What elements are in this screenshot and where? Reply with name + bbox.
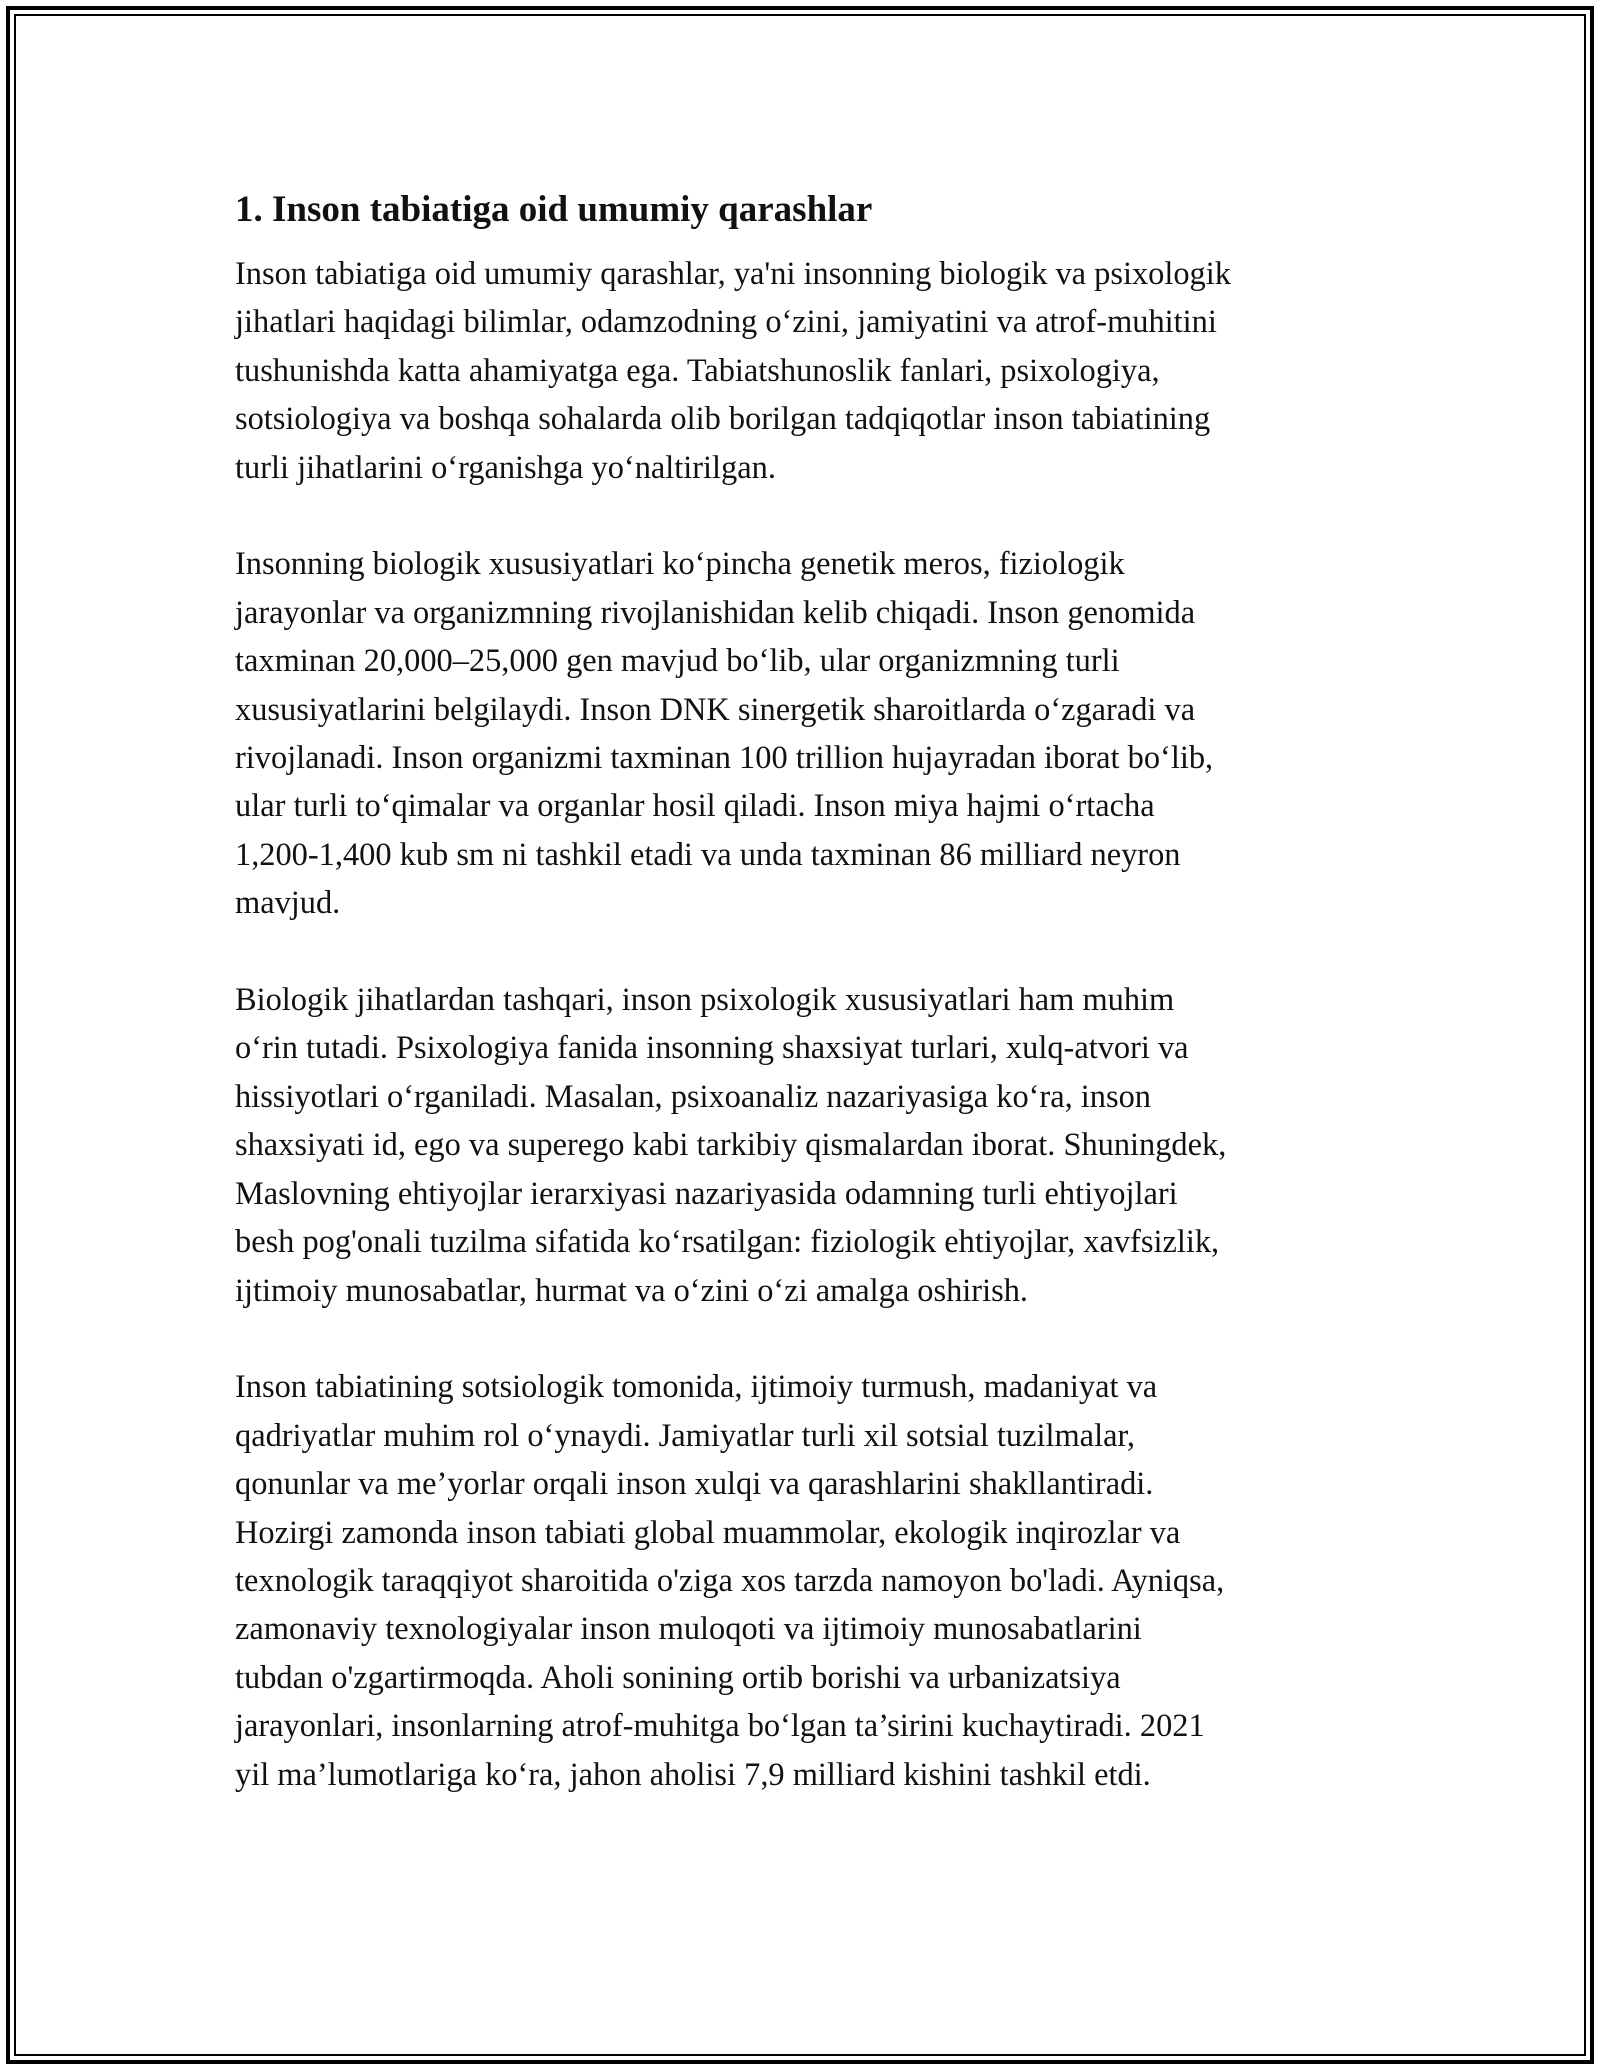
text-line: rivojlanadi. Inson organizmi taxminan 100 trillion hujayradan iborat bo‘lib, <box>235 740 1214 777</box>
text-line: Inson tabiatining sotsiologik tomonida, ijtimoiy turmush, madaniyat va <box>235 1369 1158 1406</box>
text-line: o‘rin tutadi. Psixologiya fanida insonning shaxsiyat turlari, xulq-atvori va <box>235 1030 1189 1067</box>
text-line: Biologik jihatlardan tashqari, inson psixologik xususiyatlari ham muhim <box>235 982 1175 1019</box>
text-line: taxminan 20,000–25,000 gen mavjud bo‘lib, ular organizmning turli <box>235 643 1120 680</box>
text-line: jarayonlar va organizmning rivojlanishidan kelib chiqadi. Inson genomida <box>235 594 1196 631</box>
text-line: zamonaviy texnologiyalar inson muloqoti va ijtimoiy munosabatlarini <box>235 1611 1142 1648</box>
text-line: jihatlari haqidagi bilimlar, odamzodning o‘zini, jamiyatini va atrof-muhitini <box>235 304 1217 341</box>
text-line: jarayonlari, insonlarning atrof-muhitga bo‘lgan ta’sirini kuchaytiradi. 2021 <box>235 1708 1205 1745</box>
text-line: besh pog'onali tuzilma sifatida ko‘rsatilgan: fiziologik ehtiyojlar, xavfsizlik, <box>235 1224 1220 1261</box>
paragraph-intro <box>235 250 1375 492</box>
text-line: Hozirgi zamonda inson tabiati global muammolar, ekologik inqirozlar va <box>235 1514 1181 1551</box>
text-line: mavjud. <box>235 885 341 922</box>
text-line: tubdan o'zgartirmoqda. Aholi sonining ortib borishi va urbanizatsiya <box>235 1659 1121 1696</box>
text-line: qonunlar va me’yorlar orqali inson xulqi va qarashlarini shakllantiradi. <box>235 1466 1154 1503</box>
paragraph-biological <box>235 540 1375 927</box>
paragraph-psychological <box>235 976 1375 1315</box>
text-line: ular turli to‘qimalar va organlar hosil qiladi. Inson miya hajmi o‘rtacha <box>235 788 1155 825</box>
text-line: Maslovning ehtiyojlar ierarxiyasi nazariyasida odamning turli ehtiyojlari <box>235 1175 1178 1212</box>
text-line: sotsiologiya va boshqa sohalarda olib borilgan tadqiqotlar inson tabiatining <box>235 401 1211 438</box>
text-line: texnologik taraqqiyot sharoitida o'ziga xos tarzda namoyon bo'ladi. Ayniqsa, <box>235 1562 1225 1599</box>
text-line: xususiyatlarini belgilaydi. Inson DNK sinergetik sharoitlarda o‘zgaradi va <box>235 691 1196 728</box>
paragraph-sociological <box>235 1363 1375 1799</box>
text-line: yil ma’lumotlariga ko‘ra, jahon aholisi 7,9 milliard kishini tashkil etdi. <box>235 1756 1151 1793</box>
document-body <box>235 188 1375 1799</box>
text-line: 1,200-1,400 kub sm ni tashkil etadi va unda taxminan 86 milliard neyron <box>235 836 1181 873</box>
text-line: ijtimoiy munosabatlar, hurmat va o‘zini o‘zi amalga oshirish. <box>235 1272 1028 1309</box>
text-line: Insonning biologik xususiyatlari ko‘pincha genetik meros, fiziologik <box>235 546 1125 583</box>
section-heading: 1. Inson tabiatiga oid umumiy qarashlar <box>235 189 873 230</box>
text-line: hissiyotlari o‘rganiladi. Masalan, psixoanaliz nazariyasiga ko‘ra, inson <box>235 1078 1151 1115</box>
text-line: tushunishda katta ahamiyatga ega. Tabiatshunoslik fanlari, psixologiya, <box>235 352 1160 389</box>
text-line: turli jihatlarini o‘rganishga yo‘naltirilgan. <box>235 449 776 486</box>
text-line: Inson tabiatiga oid umumiy qarashlar, ya'ni insonning biologik va psixologik <box>235 256 1231 292</box>
text-line: shaxsiyati id, ego va superego kabi tarkibiy qismalardan iborat. Shuningdek, <box>235 1127 1227 1164</box>
text-line: qadriyatlar muhim rol o‘ynaydi. Jamiyatlar turli xil sotsial tuzilmalar, <box>235 1417 1136 1454</box>
